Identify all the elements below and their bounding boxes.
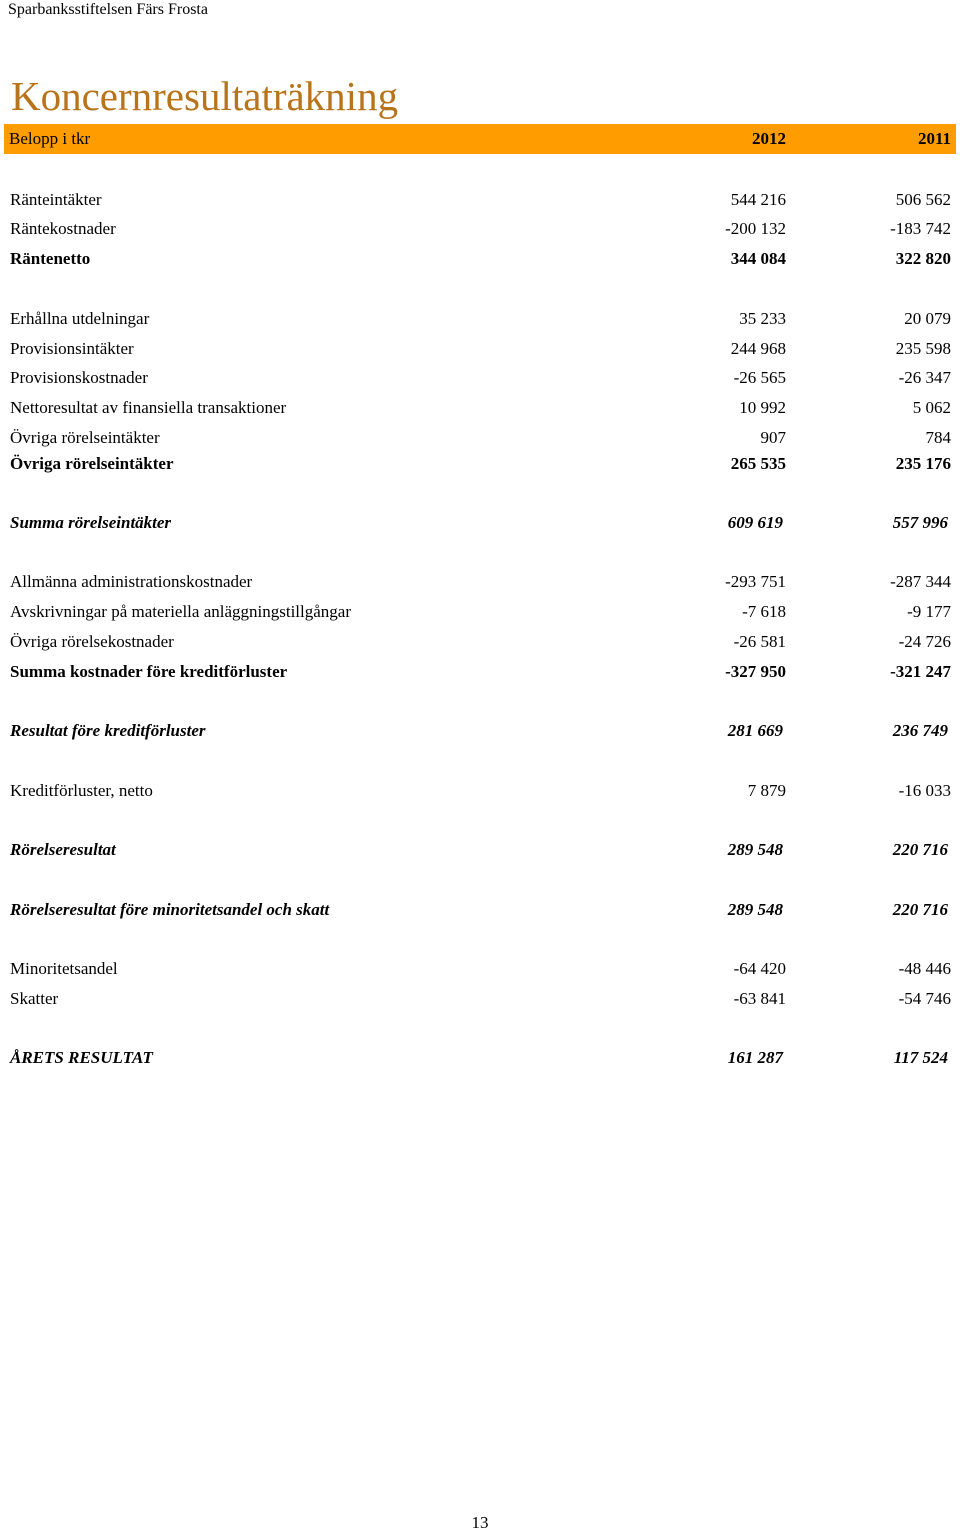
page-number: 13 [471, 1513, 489, 1532]
page-title: Koncernresultaträkning [11, 73, 399, 119]
table-row-total [0, 508, 960, 538]
row-value-2012: -7 618 [742, 602, 786, 621]
organization-header: Sparbanksstiftelsen Färs Frosta [8, 1, 208, 18]
row-value-2011: -183 742 [890, 219, 951, 238]
row-label: Kreditförluster, netto [10, 781, 153, 800]
row-value-2012: 10 992 [739, 398, 786, 417]
table-row [0, 185, 960, 215]
table-row [0, 567, 960, 597]
table-row-total [0, 835, 960, 865]
row-label: Skatter [10, 989, 59, 1008]
row-value-2011: -321 247 [890, 662, 951, 681]
row-label: Minoritetsandel [10, 959, 118, 978]
row-label: Resultat före kreditförluster [10, 721, 206, 740]
row-value-2011: -287 344 [890, 572, 951, 591]
table-row [0, 954, 960, 984]
row-label: Övriga rörelseintäkter [10, 454, 174, 473]
table-row-grand-total [0, 1043, 960, 1073]
table-row [0, 984, 960, 1014]
column-header-2012: 2012 [752, 129, 786, 148]
table-row [0, 776, 960, 806]
row-value-2012: 7 879 [747, 781, 786, 800]
table-row-subtotal [0, 657, 960, 687]
row-value-2012: -63 841 [733, 989, 786, 1008]
row-value-2011: 220 716 [892, 840, 948, 859]
row-value-2012: 161 287 [727, 1048, 783, 1067]
row-value-2011: -48 446 [898, 959, 951, 978]
row-value-2011: 20 079 [904, 309, 951, 328]
row-value-2012: 289 548 [727, 900, 783, 919]
row-value-2011: 236 749 [892, 721, 948, 740]
row-value-2012: -293 751 [725, 572, 786, 591]
row-label: ÅRETS RESULTAT [10, 1048, 153, 1067]
row-label: Summa kostnader före kreditförluster [10, 662, 288, 681]
row-label: Provisionskostnader [10, 368, 148, 387]
row-value-2012: 544 216 [730, 190, 786, 209]
row-value-2012: -327 950 [725, 662, 786, 681]
row-value-2011: 784 [925, 428, 951, 447]
row-value-2012: -200 132 [725, 219, 786, 238]
row-value-2012: 244 968 [730, 339, 786, 358]
row-value-2012: 344 084 [730, 249, 786, 268]
table-row [0, 334, 960, 364]
row-label: Avskrivningar på materiella anläggningstillgångar [10, 602, 351, 621]
row-label: Övriga rörelseintäkter [10, 428, 160, 447]
table-row-subtotal [0, 244, 960, 274]
row-value-2012: 35 233 [739, 309, 786, 328]
row-value-2012: -26 581 [733, 632, 786, 651]
row-label: Nettoresultat av finansiella transaktioner [10, 398, 287, 417]
row-label: Rörelseresultat [10, 840, 116, 859]
row-value-2011: 117 524 [893, 1048, 948, 1067]
table-row [0, 363, 960, 393]
row-value-2012: 907 [760, 428, 786, 447]
row-label: Räntenetto [10, 249, 91, 268]
row-value-2011: -26 347 [898, 368, 951, 387]
row-label: Ränteintäkter [10, 190, 102, 209]
row-value-2011: 220 716 [892, 900, 948, 919]
row-value-2011: 322 820 [895, 249, 951, 268]
row-value-2011: 5 062 [912, 398, 951, 417]
row-label: Provisionsintäkter [10, 339, 134, 358]
row-value-2011: 235 598 [895, 339, 951, 358]
row-value-2012: -64 420 [733, 959, 786, 978]
row-label: Rörelseresultat före minoritetsandel och skatt [10, 900, 330, 919]
row-label: Summa rörelseintäkter [10, 513, 172, 532]
table-row [0, 214, 960, 244]
row-value-2011: -54 746 [898, 989, 951, 1008]
table-row [0, 627, 960, 657]
row-label: Räntekostnader [10, 219, 116, 238]
column-header-2011: 2011 [917, 129, 951, 148]
row-label: Allmänna administrationskostnader [10, 572, 253, 591]
table-row [0, 393, 960, 423]
row-value-2011: 557 996 [892, 513, 948, 532]
row-value-2011: 506 562 [895, 190, 951, 209]
row-value-2011: -9 177 [907, 602, 951, 621]
row-value-2012: 265 535 [730, 454, 786, 473]
row-value-2012: 281 669 [727, 721, 783, 740]
table-row-subtotal [0, 449, 960, 479]
table-row-total [0, 716, 960, 746]
row-value-2012: 289 548 [727, 840, 783, 859]
row-value-2012: -26 565 [733, 368, 786, 387]
column-header-label: Belopp i tkr [9, 129, 91, 148]
table-row [0, 597, 960, 627]
row-label: Erhållna utdelningar [10, 309, 150, 328]
row-value-2012: 609 619 [727, 513, 783, 532]
row-label: Övriga rörelsekostnader [10, 632, 174, 651]
row-value-2011: -24 726 [898, 632, 951, 651]
table-row-total [0, 895, 960, 925]
table-row [0, 304, 960, 334]
row-value-2011: 235 176 [895, 454, 951, 473]
row-value-2011: -16 033 [898, 781, 951, 800]
